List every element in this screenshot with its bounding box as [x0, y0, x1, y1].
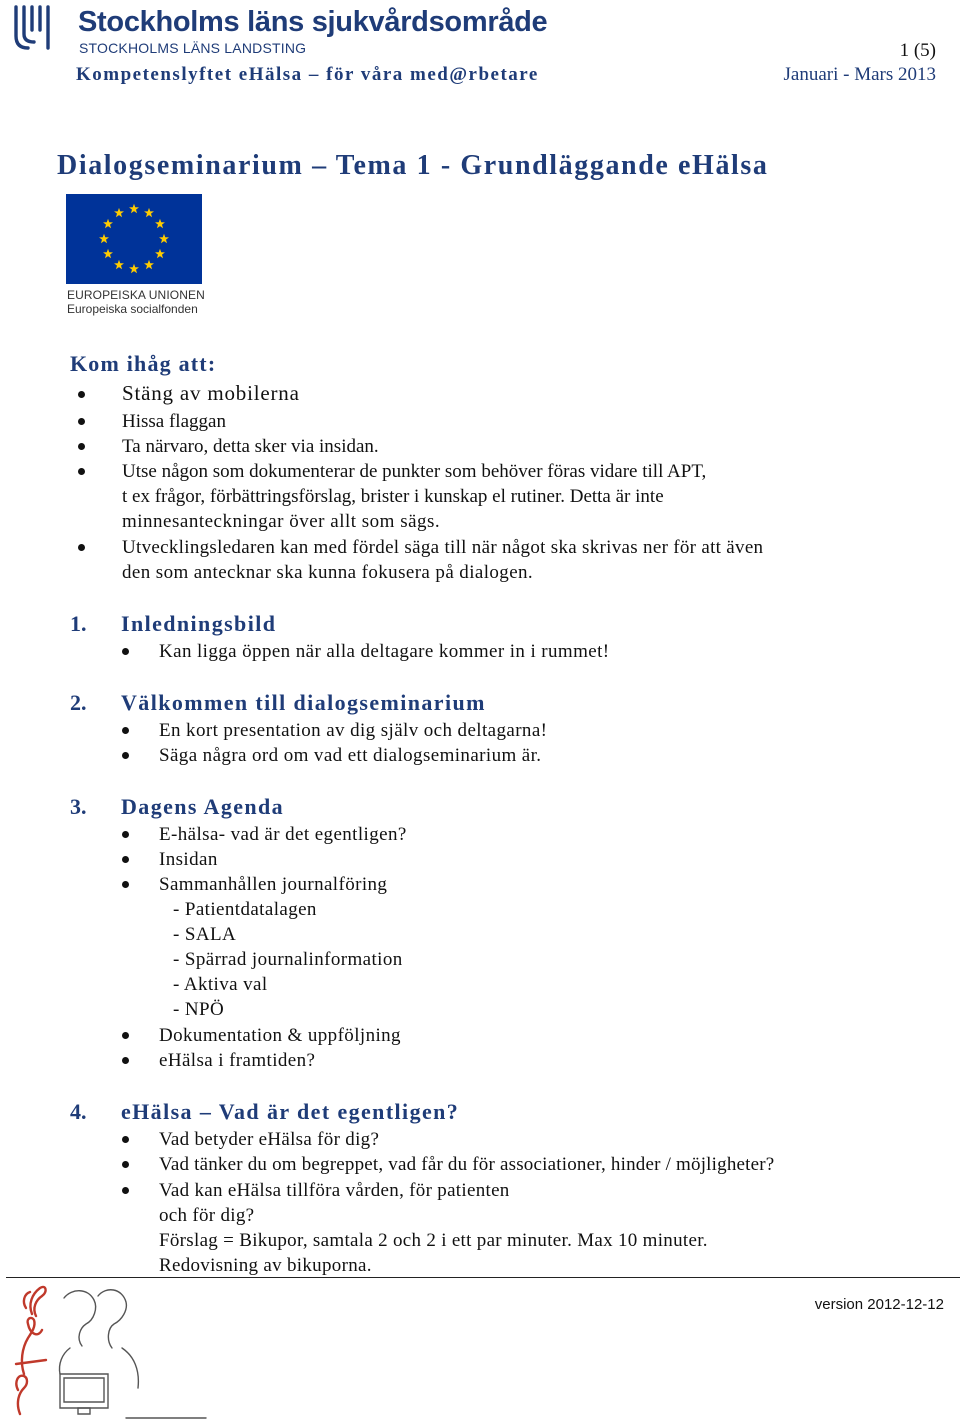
agenda-subitem: - Aktiva val [173, 974, 268, 995]
section-item: En kort presentation av dig själv och deltagarna! [159, 720, 548, 741]
eu-logo-line2: Europeiska socialfonden [67, 302, 198, 316]
bullet [122, 831, 129, 838]
section-item: Vad tänker du om begreppet, vad får du för associationer, hinder / möjligheter? [159, 1154, 775, 1175]
bullet [78, 418, 85, 425]
version-label: version 2012-12-12 [814, 1296, 944, 1313]
bullet [78, 544, 85, 551]
section-number: 1. [70, 611, 87, 636]
period-label: Januari - Mars 2013 [783, 64, 936, 85]
remember-heading: Kom ihåg att: [70, 351, 217, 376]
agenda-subitem: - Patientdatalagen [173, 899, 317, 920]
bullet [78, 391, 85, 398]
eu-flag-icon [66, 194, 202, 284]
remember-item-continued: minnesanteckningar över allt som sägs. [122, 511, 441, 532]
bullet [122, 648, 129, 655]
section-title: Dagens Agenda [121, 794, 285, 819]
agenda-item: E-hälsa- vad är det egentligen? [159, 824, 407, 845]
remember-item: Stäng av mobilerna [122, 381, 300, 405]
sll-logo-icon [6, 4, 56, 54]
bullet [122, 752, 129, 759]
agenda-item: Dokumentation & uppföljning [159, 1025, 401, 1046]
agenda-item: Insidan [159, 849, 218, 870]
bullet [122, 1032, 129, 1039]
bullet [122, 1187, 129, 1194]
section-title: eHälsa – Vad är det egentligen? [121, 1099, 460, 1124]
agenda-subitem: - Spärrad journalinformation [173, 949, 403, 970]
section-number: 4. [70, 1099, 87, 1124]
bullet [122, 881, 129, 888]
section-title: Inledningsbild [121, 611, 277, 636]
section-item-continued: Förslag = Bikupor, samtala 2 och 2 i ett par minuter. Max 10 minuter. [159, 1230, 708, 1251]
organization-name: Stockholms läns sjukvårdsområde [78, 6, 548, 38]
bullet [122, 727, 129, 734]
ehalsa-logo-text: eHälsa [8, 1416, 12, 1417]
remember-item: Hissa flaggan [122, 411, 226, 432]
eu-logo-line1: EUROPEISKA UNIONEN [67, 288, 205, 302]
section-item-continued: Redovisning av bikuporna. [159, 1255, 372, 1276]
section-item: Säga några ord om vad ett dialogseminarium är. [159, 745, 542, 766]
section-title: Välkommen till dialogseminarium [121, 690, 486, 715]
remember-item: Utvecklingsledaren kan med fördel säga till när något ska skrivas ner för att även [122, 537, 764, 558]
page-number: 1 (5) [899, 40, 936, 61]
bullet [122, 1136, 129, 1143]
remember-item-continued: den som antecknar ska kunna fokusera på dialogen. [122, 562, 534, 583]
agenda-subitem: - SALA [173, 924, 237, 945]
section-item-continued: och för dig? [159, 1205, 255, 1226]
remember-item-continued: t ex frågor, förbättringsförslag, brister i kunskap el rutiner. Detta är inte [122, 486, 664, 507]
agenda-subitem: - NPÖ [173, 999, 225, 1020]
agenda-item: eHälsa i framtiden? [159, 1050, 316, 1071]
bullet [122, 856, 129, 863]
section-number: 3. [70, 794, 87, 819]
agenda-item: Sammanhållen journalföring [159, 874, 388, 895]
section-item: Vad betyder eHälsa för dig? [159, 1129, 380, 1150]
section-item: Kan ligga öppen när alla deltagare kommer in i rummet! [159, 641, 610, 662]
project-title: Kompetenslyftet eHälsa – för våra med@rbetare [76, 64, 539, 85]
remember-item: Utse någon som dokumenterar de punkter som behöver föras vidare till APT, [122, 461, 707, 482]
remember-item: Ta närvaro, detta sker via insidan. [122, 436, 379, 457]
bullet [78, 443, 85, 450]
section-number: 2. [70, 690, 87, 715]
document-title: Dialogseminarium – Tema 1 - Grundläggande eHälsa [57, 150, 769, 181]
bullet [122, 1161, 129, 1168]
section-item: Vad kan eHälsa tillföra vården, för patienten [159, 1180, 510, 1201]
bullet [78, 468, 85, 475]
bullet [122, 1057, 129, 1064]
ehalsa-logo-icon [6, 1278, 212, 1423]
organization-subtitle: STOCKHOLMS LÄNS LANDSTING [79, 40, 307, 56]
